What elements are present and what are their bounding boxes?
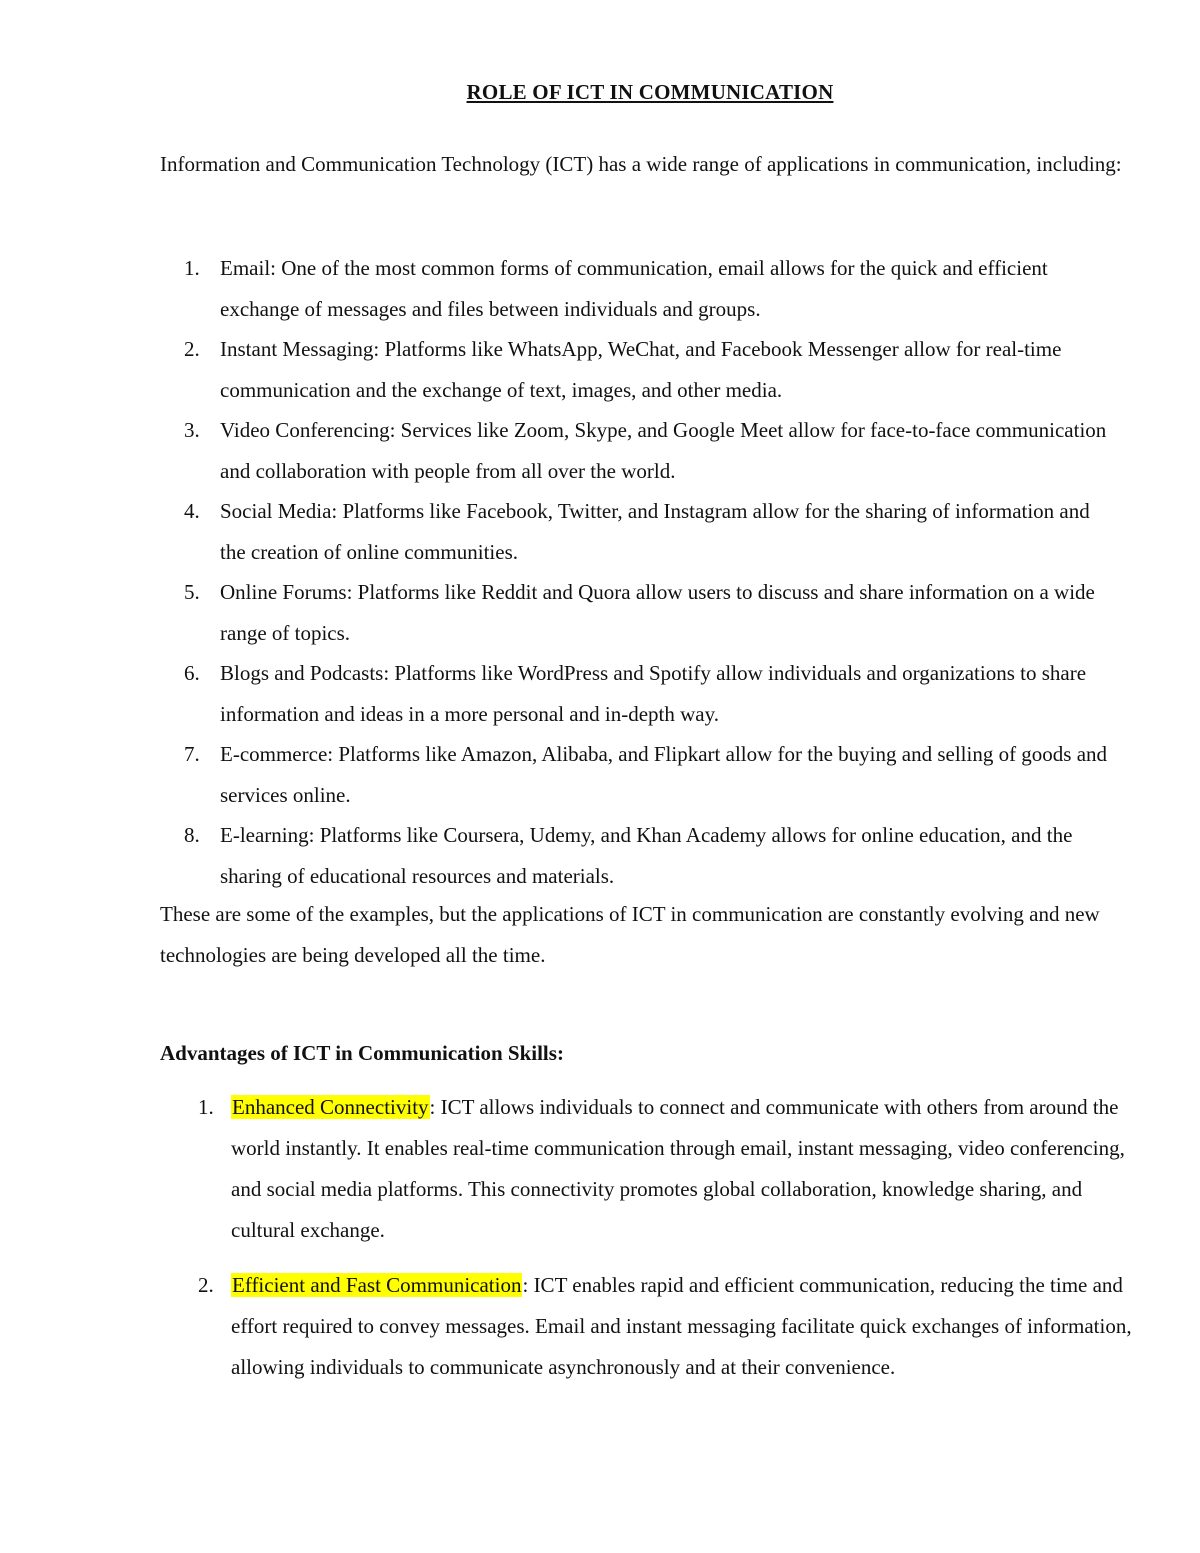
advantages-list	[160, 1087, 1135, 1388]
list-number: 1.	[184, 256, 200, 280]
list-number: 2.	[184, 337, 200, 361]
list-item-text: Email: One of the most common forms of communication, email allows for the quick and efficient exchange of messages and files between individuals and groups.	[220, 256, 1048, 321]
list-item-text: E-learning: Platforms like Coursera, Udemy, and Khan Academy allows for online education, and the sharing of educational resources and materials.	[220, 823, 1073, 888]
list-number: 6.	[184, 661, 200, 685]
list-item	[160, 734, 1120, 815]
list-item	[160, 653, 1120, 734]
intro-paragraph: Information and Communication Technology (ICT) has a wide range of applications in communication, including:	[160, 152, 1122, 176]
highlighted-term: Enhanced Connectivity	[232, 1095, 429, 1119]
list-item	[160, 572, 1120, 653]
list-item	[160, 815, 1120, 896]
document-title: ROLE OF ICT IN COMMUNICATION	[466, 80, 834, 104]
list-item	[160, 491, 1120, 572]
list-item-text: : ICT allows individuals to connect and communicate with others from around the world instantly. It enables real-time communication through email, instant messaging, video conferencing, and social media platforms. This connectivity promotes global collaboration, knowledge sharing, and cultural exchange.	[231, 1095, 1125, 1242]
list-number: 2.	[198, 1273, 214, 1297]
list-number: 5.	[184, 580, 200, 604]
list-item	[160, 1265, 1135, 1388]
list-item-text: : ICT enables rapid and efficient communication, reducing the time and effort required to convey messages. Email and instant messaging facilitate quick exchanges of information, allowing individuals to communicate asynchronously and at their convenience.	[231, 1273, 1132, 1379]
applications-list	[160, 248, 1120, 896]
list-item-text: Instant Messaging: Platforms like WhatsApp, WeChat, and Facebook Messenger allow for real-time communication and the exchange of text, images, and other media.	[220, 337, 1062, 402]
list-number: 4.	[184, 499, 200, 523]
list-item	[160, 1087, 1135, 1251]
list-number: 1.	[198, 1095, 214, 1119]
list-number: 8.	[184, 823, 200, 847]
closing-paragraph: These are some of the examples, but the applications of ICT in communication are constantly evolving and new technologies are being developed all the time.	[160, 902, 1100, 967]
list-number: 7.	[184, 742, 200, 766]
list-number: 3.	[184, 418, 200, 442]
highlighted-term: Efficient and Fast Communication	[232, 1273, 522, 1297]
list-item	[160, 329, 1120, 410]
advantages-heading: Advantages of ICT in Communication Skills:	[160, 1041, 564, 1065]
list-item	[160, 410, 1120, 491]
list-item-text: Social Media: Platforms like Facebook, Twitter, and Instagram allow for the sharing of information and the creation of online communities.	[220, 499, 1090, 564]
list-item-text: E-commerce: Platforms like Amazon, Alibaba, and Flipkart allow for the buying and selling of goods and services online.	[220, 742, 1108, 807]
list-item-text: Blogs and Podcasts: Platforms like WordPress and Spotify allow individuals and organizations to share information and ideas in a more personal and in-depth way.	[220, 661, 1087, 726]
list-item	[160, 248, 1120, 329]
list-item-text: Online Forums: Platforms like Reddit and Quora allow users to discuss and share information on a wide range of topics.	[220, 580, 1095, 645]
list-item-text: Video Conferencing: Services like Zoom, Skype, and Google Meet allow for face-to-face communication and collaboration with people from all over the world.	[220, 418, 1107, 483]
